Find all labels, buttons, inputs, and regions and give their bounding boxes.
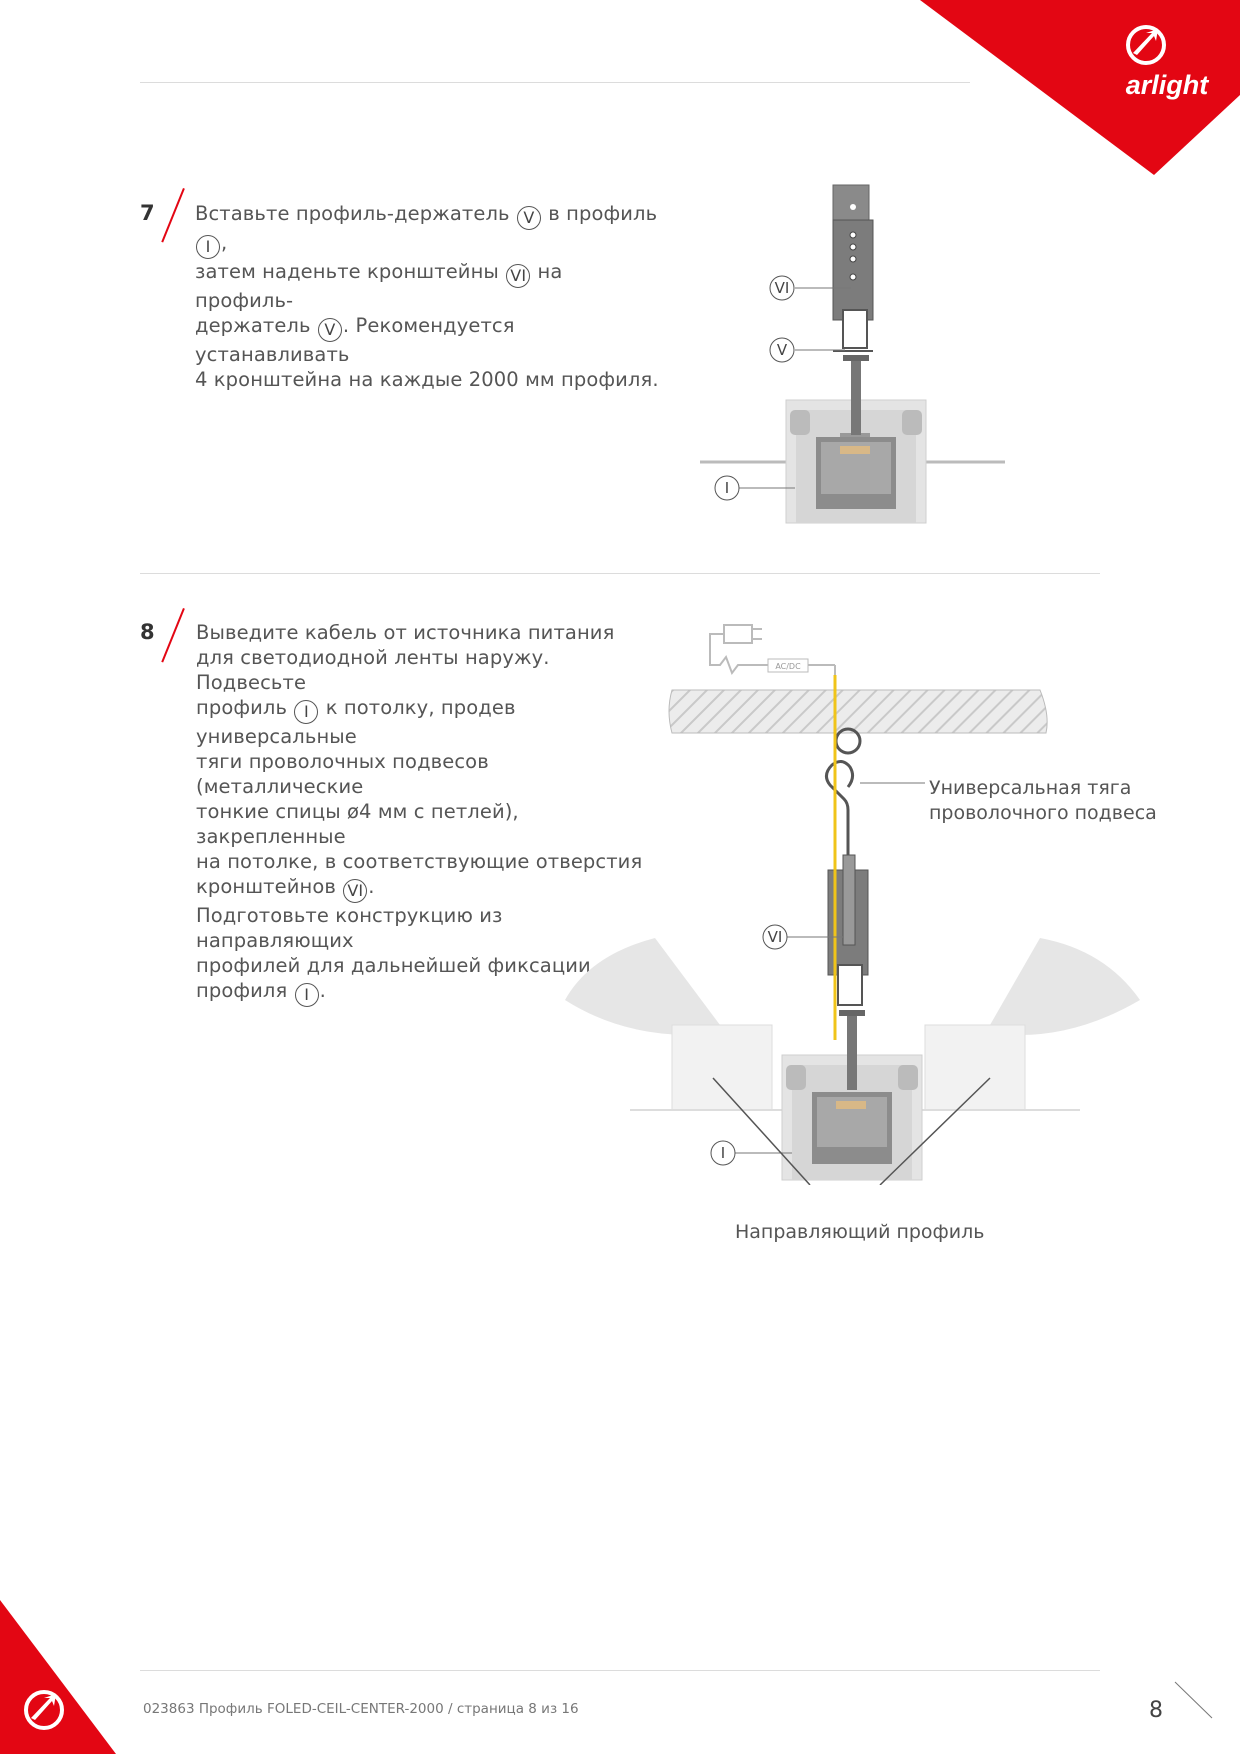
badge-vi: VI <box>343 879 367 903</box>
page-number: 8 <box>1149 1698 1163 1723</box>
step-8-text: Выведите кабель от источника питания для светодиодной ленты наружу. Подвесьте профиль I к потолку, продев универсальные тяги проволочных подвесов (металлические тонкие спицы ø4 мм с петлей), закрепленные на потолке, в соответствующие отверстия кронштейнов VI . Подготовьте конструкцию из направляющих профилей для дальнейшей фиксации профиля I . <box>196 620 656 1007</box>
page-corner-mark <box>1170 1680 1220 1722</box>
svg-text:V: V <box>776 341 788 359</box>
badge-v: V <box>318 318 342 342</box>
badge-i: I <box>294 700 318 724</box>
callout-v <box>770 338 845 362</box>
svg-text:AC/DC: AC/DC <box>775 662 801 671</box>
ceiling-slab <box>669 690 1047 733</box>
svg-text:I: I <box>720 1144 726 1162</box>
step-8-diagram <box>560 615 1160 1185</box>
badge-i: I <box>295 983 319 1007</box>
rod-label: Универсальная тяга проволочного подвеса <box>929 777 1157 824</box>
badge-vi: VI <box>506 264 530 288</box>
badge-v: V <box>517 206 541 230</box>
svg-text:I: I <box>724 479 730 497</box>
callout-i <box>715 476 795 500</box>
step-7-text: Вставьте профиль-держатель V в профиль I , затем наденьте кронштейны VI на профиль- держатель V . Рекомендуется устанавливать 4 кронштейна на каждые 2000 мм профиля. <box>195 202 659 391</box>
callout-i <box>711 1141 792 1165</box>
step-8-number: 8 <box>140 620 155 644</box>
footer-doc-info: 023863 Профиль FOLED-CEIL-CENTER-2000 / страница 8 из 16 <box>143 1701 579 1717</box>
svg-text:VI: VI <box>767 928 783 946</box>
top-divider <box>140 82 970 83</box>
section-divider <box>140 573 1100 574</box>
step-7-slash <box>161 188 185 243</box>
step-8-slash <box>161 608 185 663</box>
step-7-diagram <box>690 175 1030 535</box>
brand-corner-bottom <box>0 1600 120 1754</box>
brand-name: arlight <box>1125 70 1209 100</box>
svg-text:VI: VI <box>774 279 790 297</box>
power-plug-icon <box>710 625 835 695</box>
guide-profile-label: Направляющий профиль <box>735 1221 985 1243</box>
badge-i: I <box>196 235 220 259</box>
footer-divider <box>140 1670 1100 1671</box>
step-7-number: 7 <box>140 201 155 225</box>
brand-corner <box>920 0 1240 175</box>
